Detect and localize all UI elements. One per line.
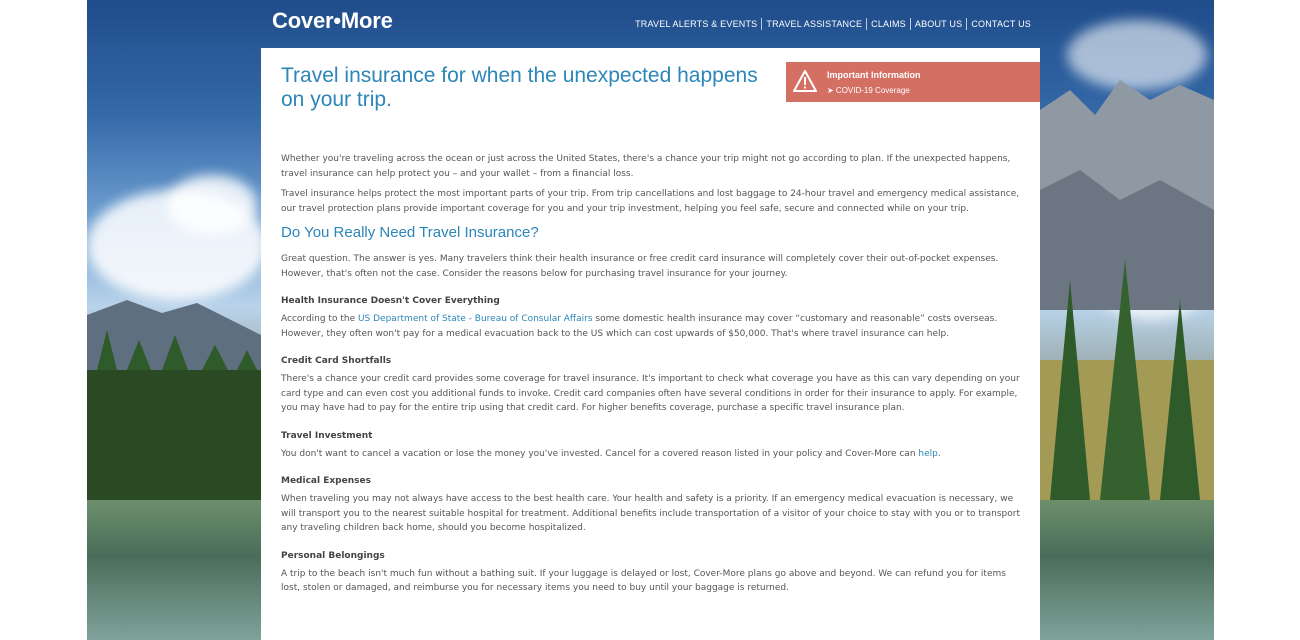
- heading-personal-belongings: Personal Belongings: [281, 550, 385, 561]
- heading-travel-investment: Travel Investment: [281, 430, 373, 441]
- page-title: Travel insurance for when the unexpected happens on your trip.: [281, 64, 758, 111]
- main-nav: [631, 18, 1035, 30]
- medical-paragraph: When traveling you may not always have access to the best health care. Your health and safety is a priority. If an emergency medical evacuation is necessary, we will transport you to the nearest suitable hospital for treatment. Additional benefits include transportation of a visitor of your choice to stay with you or to transport any traveling children back home, should you become hospitalized.: [281, 494, 1020, 533]
- site-header: [0, 0, 1300, 48]
- help-link[interactable]: help: [918, 448, 938, 459]
- health-text-suffix: some domestic health insurance may cover “customary and reasonable” costs overseas. However, they often won't pay for a medical evacuation back to the US which can cost upwards of $50,000. That's where travel insurance can help.: [281, 314, 998, 339]
- heading-health: Health Insurance Doesn't Cover Everything: [281, 296, 500, 306]
- section-heading-need: Do You Really Need Travel Insurance?: [281, 224, 539, 241]
- important-info-banner[interactable]: [786, 62, 1040, 102]
- nav-claims[interactable]: CLAIMS: [866, 18, 910, 30]
- nav-travel-alerts[interactable]: TRAVEL ALERTS & EVENTS: [635, 19, 758, 29]
- investment-paragraph: [281, 447, 1026, 462]
- us-dept-state-link[interactable]: US Department of State - Bureau of Consular Affairs: [357, 314, 593, 324]
- nav-travel-assistance[interactable]: TRAVEL ASSISTANCE: [761, 18, 866, 30]
- content-panel: [261, 48, 1040, 640]
- heading-credit-card: Credit Card Shortfalls: [281, 356, 392, 366]
- nav-contact-us[interactable]: CONTACT US: [966, 18, 1035, 30]
- need-paragraph: Great question. The answer is yes. Many travelers think their health insurance or free credit card insurance will completely cover their out-of-pocket expenses. However, that's often not the case. Consider the reasons below for purchasing travel insurance for your journey.: [281, 254, 999, 279]
- heading-medical-expenses: Medical Expenses: [281, 476, 371, 486]
- belongings-paragraph: A trip to the beach isn't much fun without a bathing suit. If your luggage is delayed or lost, Cover-More plans go above and beyond. We can refund you for items lost, stolen or damaged, and reimburse you for necessary items you need to buy until your baggage is returned.: [281, 568, 1006, 593]
- article-body: [281, 152, 1026, 602]
- alert-title: Important Information: [827, 70, 921, 80]
- nav-about-us[interactable]: ABOUT US: [910, 18, 966, 30]
- health-text-prefix: According to the: [281, 314, 358, 324]
- covid-coverage-link[interactable]: ➤ COVID-19 Coverage: [827, 86, 910, 95]
- warning-icon: [793, 70, 817, 92]
- brand-logo[interactable]: Cover•More: [272, 8, 393, 33]
- intro-paragraph-1: Whether you're traveling across the ocean or just across the United States, there's a chance your trip might not go according to plan. If the unexpected happens, travel insurance can help protect you – and your wallet – from a financial loss.: [281, 154, 1011, 179]
- intro-paragraph-2: Travel insurance helps protect the most important parts of your trip. From trip cancellations and lost baggage to 24-hour travel and emergency medical assistance, our travel protection plans provide important coverage for you and your trip investment, helping you feel safe, secure and connected while on your trip.: [281, 189, 1020, 214]
- investment-text-prefix: You don't want to cancel a vacation or lose the money you've invested. Cancel for a covered reason listed in your policy and Cover-More can: [281, 448, 919, 459]
- investment-text-suffix: .: [937, 448, 941, 459]
- credit-card-paragraph: There's a chance your credit card provides some coverage for travel insurance. It's important to check what coverage you have as this can vary depending on your card type and can even cost you additional funds to invoke. Credit card companies often have several conditions in order for their insurance to apply. For example, you may have had to pay for the entire trip using that credit card. For higher benefits coverage, purchase a specific travel insurance plan.: [281, 374, 1020, 413]
- health-paragraph: [281, 312, 1026, 341]
